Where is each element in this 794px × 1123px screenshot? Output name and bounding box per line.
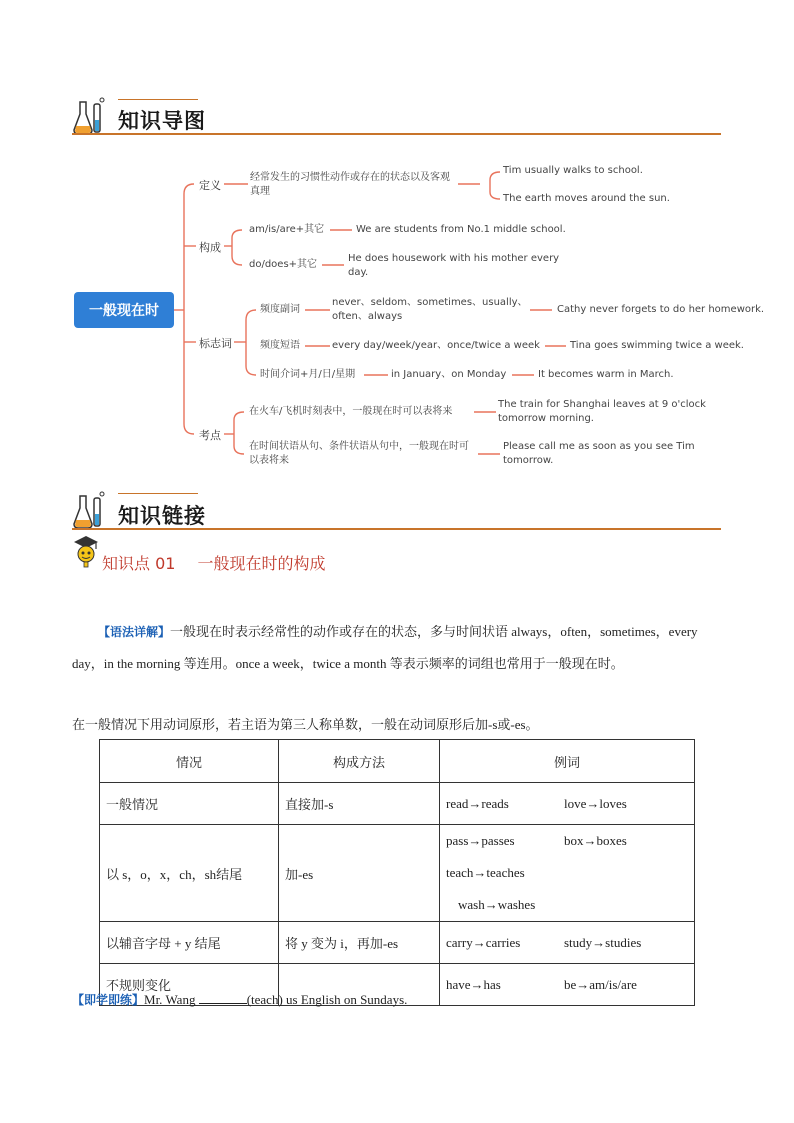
mind-map-signal-example: It becomes warm in March. bbox=[538, 369, 674, 380]
mind-map-root: 一般现在时 bbox=[74, 292, 174, 328]
mind-map-category-exam-points: 考点 bbox=[199, 429, 221, 442]
table-header: 构成方法 bbox=[279, 740, 440, 783]
conjugation-table bbox=[99, 739, 695, 1006]
table-header: 例词 bbox=[440, 740, 695, 783]
knowledge-link-section-title: 知识链接 bbox=[118, 504, 206, 528]
grammar-explanation bbox=[72, 616, 722, 679]
example-word: box→boxes bbox=[564, 833, 627, 848]
mind-map-definition-example: Tim usually walks to school. bbox=[503, 165, 643, 176]
mind-map-definition-text: 经常发生的习惯性动作或存在的状态以及客观真理 bbox=[250, 172, 450, 197]
mind-map-category-structure: 构成 bbox=[199, 241, 221, 254]
mind-map-structure-example: He does housework with his mother every day. bbox=[348, 253, 560, 278]
table-cell-examples bbox=[440, 964, 695, 1006]
grammar-text: 一般现在时表示经常性的动作或存在的状态，多与时间状语 always，often，sometimes，every day，in the morning 等连用。once a week，twice a month 等表示频率的词组也常用于一般现在时。 bbox=[72, 624, 698, 671]
mind-map-structure-rule: am/is/are+其它 bbox=[249, 224, 325, 235]
table-header: 情况 bbox=[100, 740, 279, 783]
mind-map-exam-example: Please call me as soon as you see Tim tomorrow. bbox=[503, 441, 695, 466]
table-cell-examples bbox=[440, 783, 695, 825]
mind-map-exam-example: The train for Shanghai leaves at 9 o'clock tomorrow morning. bbox=[498, 399, 706, 424]
example-word: have→has bbox=[446, 976, 501, 992]
practice-exercise bbox=[72, 991, 407, 1008]
grammar-tag: 【语法详解】 bbox=[98, 625, 171, 639]
table-cell-case: 以 s，o，x，ch，sh结尾 bbox=[100, 825, 279, 922]
table-cell-method: 加-es bbox=[279, 825, 440, 922]
knowledge-point-title: 一般现在时的构成 bbox=[197, 554, 326, 573]
lab-flask-icon bbox=[72, 490, 108, 530]
mind-map-category-signal-words: 标志词 bbox=[199, 337, 232, 350]
table-row bbox=[100, 922, 695, 964]
mind-map-exam-point: 在火车/飞机时刻表中，一般现在时可以表将来 bbox=[249, 406, 453, 417]
knowledge-point-number: 知识点 01 bbox=[102, 554, 176, 573]
example-word: pass→passes bbox=[446, 833, 515, 848]
table-row bbox=[100, 825, 695, 922]
table-cell-method: 直接加-s bbox=[279, 783, 440, 825]
graduate-mascot-icon bbox=[72, 534, 100, 568]
example-word: love→loves bbox=[564, 795, 627, 811]
practice-tag: 【即学即练】 bbox=[72, 993, 145, 1007]
mind-map-signal-kind: 频度副词 bbox=[260, 304, 300, 315]
mind-map-signal-kind: 频度短语 bbox=[260, 340, 300, 351]
example-word: carry→carries bbox=[446, 934, 521, 950]
example-word: read→reads bbox=[446, 795, 509, 811]
table-cell-examples bbox=[440, 825, 695, 922]
mind-map-structure-example: We are students from No.1 middle school. bbox=[356, 224, 566, 235]
mind-map-signal-kind: 时间介词+月/日/星期 bbox=[260, 369, 356, 380]
mind-map-structure-rule: do/does+其它 bbox=[249, 259, 318, 270]
example-word: study→studies bbox=[564, 934, 642, 950]
mind-map-signal-words: never、seldom、sometimes、usually、often、always bbox=[332, 297, 528, 322]
table-cell-case: 以辅音字母 + y 结尾 bbox=[100, 922, 279, 964]
example-word: wash→washes bbox=[458, 897, 536, 912]
practice-text-before: Mr. Wang bbox=[144, 992, 199, 1007]
mind-map-category-definition: 定义 bbox=[199, 179, 221, 192]
practice-text-after: (teach) us English on Sundays. bbox=[246, 992, 408, 1007]
section-top-accent bbox=[118, 493, 198, 494]
grammar-rule-line: 在一般情况下用动词原形，若主语为第三人称单数，一般在动词原形后加-s或-es。 bbox=[72, 717, 539, 732]
table-cell-examples bbox=[440, 922, 695, 964]
table-header-row bbox=[100, 740, 695, 783]
table-cell-case: 不规则变化 bbox=[100, 964, 279, 1006]
table-cell-method: 将 y 变为 i，再加-es bbox=[279, 922, 440, 964]
table-row bbox=[100, 783, 695, 825]
mind-map-signal-words: every day/week/year、once/twice a week bbox=[332, 340, 540, 351]
section-divider bbox=[72, 528, 721, 530]
knowledge-point-heading bbox=[102, 551, 325, 574]
mind-map-section-title: 知识导图 bbox=[118, 109, 206, 133]
mind-map-signal-words: in January、on Monday bbox=[391, 369, 507, 380]
mind-map-definition-example: The earth moves around the sun. bbox=[503, 193, 670, 204]
table-cell-case: 一般情况 bbox=[100, 783, 279, 825]
mind-map-signal-example: Tina goes swimming twice a week. bbox=[570, 340, 744, 351]
mind-map-exam-point: 在时间状语从句、条件状语从句中，一般现在时可以表将来 bbox=[249, 441, 469, 466]
mind-map-signal-example: Cathy never forgets to do her homework. bbox=[557, 304, 765, 315]
example-word: teach→teaches bbox=[446, 865, 525, 880]
example-word: be→am/is/are bbox=[564, 976, 637, 992]
answer-blank[interactable] bbox=[199, 991, 247, 1004]
